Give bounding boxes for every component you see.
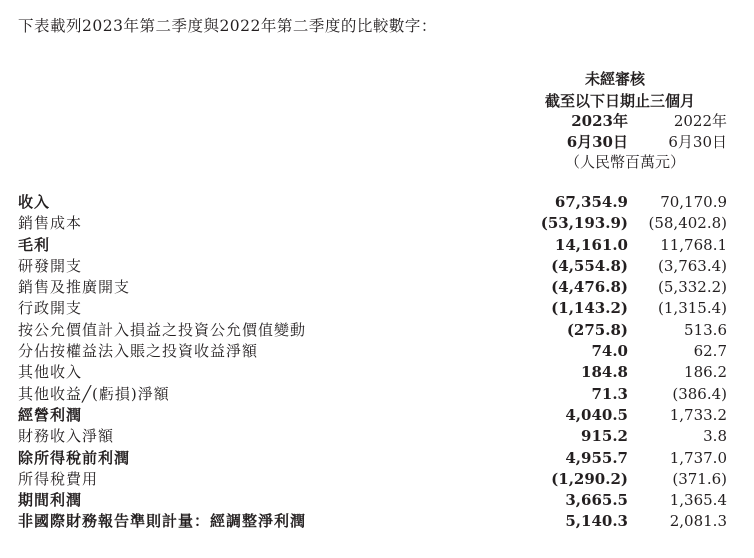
table-row	[0, 213, 754, 234]
row-label: 銷售及推廣開支	[18, 278, 131, 297]
value-2022: (58,402.8)	[648, 214, 727, 233]
table-row	[0, 341, 754, 362]
row-label: 除所得稅前利潤	[18, 448, 131, 467]
value-2022: (3,763.4)	[658, 256, 727, 275]
table-row	[0, 256, 754, 277]
value-2022: 70,170.9	[660, 193, 727, 211]
row-label: 分佔按權益法入賬之投資收益淨額	[18, 342, 259, 361]
year-2022-header: 2022年	[673, 112, 727, 130]
table-row	[0, 405, 754, 426]
value-2022: 1,365.4	[669, 491, 727, 510]
row-label: 其他收入	[18, 363, 83, 382]
value-2023: (1,290.2)	[551, 469, 628, 488]
income-statement-table	[0, 192, 754, 533]
value-2022: 3.8	[703, 427, 727, 446]
value-2022: 186.2	[684, 363, 727, 382]
value-2022: 1,733.2	[669, 405, 727, 424]
value-2022: 62.7	[693, 342, 727, 361]
value-2022: 2,081.3	[669, 512, 727, 531]
value-2023: 74.0	[591, 342, 628, 361]
row-label: 毛利	[18, 235, 51, 254]
value-2023: 184.8	[581, 363, 628, 382]
date-2023-header: 6月30日	[566, 133, 628, 151]
value-2023: 14,161.0	[554, 235, 628, 254]
value-2022: 513.6	[684, 320, 727, 339]
table-row	[0, 320, 754, 341]
value-2022: (386.4)	[672, 384, 727, 403]
row-label: 經營利潤	[18, 405, 83, 424]
table-row	[0, 192, 754, 213]
table-row	[0, 298, 754, 319]
table-row	[0, 448, 754, 469]
row-label: 收入	[18, 193, 51, 211]
value-2022: (1,315.4)	[658, 299, 727, 318]
row-label: 期間利潤	[18, 491, 83, 510]
value-2023: (1,143.2)	[551, 299, 628, 318]
value-2022: (371.6)	[672, 469, 727, 488]
value-2023: (4,554.8)	[551, 256, 628, 275]
row-label: 銷售成本	[18, 214, 83, 233]
value-2022: 11,768.1	[660, 235, 727, 254]
table-row	[0, 384, 754, 405]
row-label: 非國際財務報告準則計量：經調整淨利潤	[18, 512, 307, 531]
period-header: 截至以下日期止三個月	[544, 92, 695, 110]
value-2023: (275.8)	[566, 320, 628, 339]
unit-label: （人民幣百萬元）	[564, 153, 685, 171]
value-2023: 4,040.5	[565, 405, 628, 424]
row-label: 按公允價值計入損益之投資公允價值變動	[18, 320, 307, 339]
value-2023: (4,476.8)	[551, 278, 628, 297]
table-row	[0, 426, 754, 447]
intro-text: 下表載列2023年第二季度與2022年第二季度的比較數字：	[18, 17, 437, 35]
unaudited-header: 未經審核	[584, 70, 645, 88]
table-row	[0, 469, 754, 490]
date-2022-header: 6月30日	[668, 133, 727, 151]
table-row	[0, 362, 754, 383]
value-2023: 915.2	[581, 427, 628, 446]
table-row	[0, 277, 754, 298]
value-2023: 3,665.5	[565, 491, 628, 510]
value-2022: 1,737.0	[669, 448, 727, 467]
table-row	[0, 490, 754, 511]
value-2023: (53,193.9)	[540, 214, 628, 233]
row-label: 研發開支	[18, 256, 83, 275]
table-row	[0, 235, 754, 256]
row-label: 財務收入淨額	[18, 427, 115, 446]
table-row	[0, 511, 754, 532]
value-2023: 4,955.7	[565, 448, 628, 467]
year-2023-header: 2023年	[571, 112, 628, 130]
value-2023: 67,354.9	[554, 193, 628, 211]
value-2023: 71.3	[591, 384, 628, 403]
row-label: 行政開支	[18, 299, 83, 318]
value-2022: (5,332.2)	[658, 278, 727, 297]
value-2023: 5,140.3	[565, 512, 628, 531]
row-label: 其他收益╱(虧損)淨額	[18, 384, 170, 403]
row-label: 所得稅費用	[18, 469, 99, 488]
